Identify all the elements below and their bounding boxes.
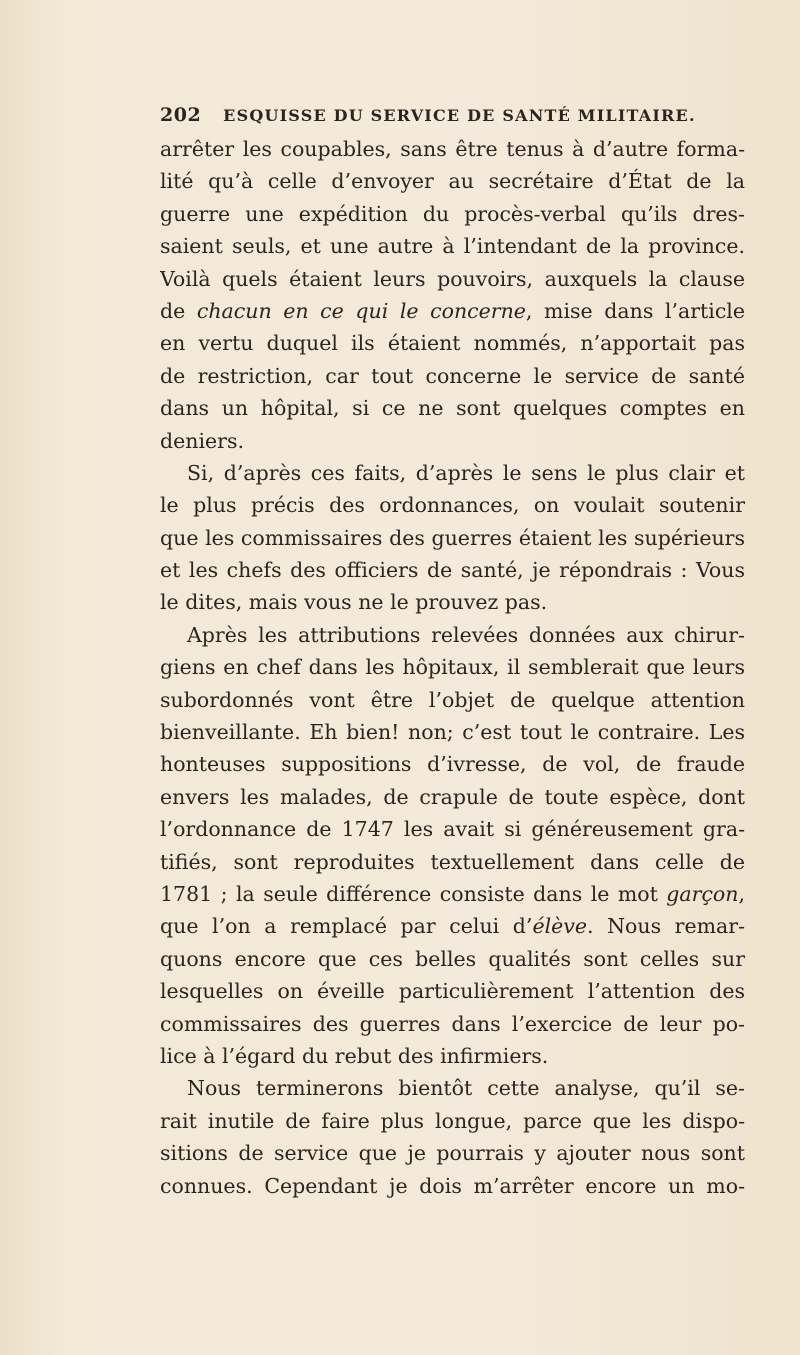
text-line	[160, 522, 745, 554]
line-text-roman: . Nous remar-	[586, 914, 745, 939]
page-number: 202	[160, 104, 202, 126]
text-line	[160, 651, 745, 683]
line-text: giens en chef dans les hôpitaux, il semblerait que leurs	[160, 655, 745, 680]
text-line	[160, 489, 745, 521]
line-text: le plus précis des ordonnances, on voulait soutenir	[160, 493, 745, 518]
text-line	[160, 457, 745, 489]
line-text: arrêter les coupables, sans être tenus à d’autre forma-	[160, 137, 745, 161]
line-text-italic: élève	[532, 914, 587, 939]
line-text: envers les malades, de crapule de toute espèce, dont	[160, 784, 745, 809]
text-line	[160, 554, 745, 586]
line-text: rait inutile de faire plus longue, parce que les dispo-	[160, 1108, 745, 1133]
text-line	[160, 619, 745, 651]
line-text: dans un hôpital, si ce ne sont quelques comptes en	[160, 396, 745, 421]
line-text-roman: 1781 ; la seule différence consiste dans le mot	[160, 881, 667, 906]
text-line	[160, 813, 745, 845]
text-line	[160, 910, 745, 942]
text-line	[160, 165, 745, 197]
line-text: saient seuls, et une autre à l’intendant de la province.	[160, 234, 745, 259]
text-line	[160, 684, 745, 716]
line-text: commissaires des guerres dans l’exercice de leur po-	[160, 1011, 745, 1036]
line-text: lité qu’à celle d’envoyer au secrétaire d’État de la	[160, 169, 745, 194]
line-text-italic: chacun en ce qui le concerne	[196, 298, 526, 323]
text-line	[160, 263, 745, 295]
text-line	[160, 1137, 745, 1169]
running-title: ESQUISSE DU SERVICE DE SANTÉ MILITAIRE.	[223, 106, 696, 125]
text-line	[160, 943, 745, 975]
line-text: Nous terminerons bientôt cette analyse, qu’il se-	[187, 1076, 745, 1101]
text-line	[160, 295, 745, 327]
line-text: quons encore que ces belles qualités sont celles sur	[160, 946, 745, 971]
line-text: Voilà quels étaient leurs pouvoirs, auxquels la clause	[160, 266, 745, 291]
line-text-roman: de	[160, 298, 197, 323]
text-line	[160, 878, 745, 910]
text-line	[160, 360, 745, 392]
text-line	[160, 1105, 745, 1137]
text-line	[160, 425, 745, 457]
text-line	[160, 1008, 745, 1040]
line-text: le dites, mais vous ne le prouvez pas.	[160, 590, 548, 615]
text-line	[160, 198, 745, 230]
text-line	[160, 133, 745, 165]
text-line	[160, 586, 745, 618]
line-text: deniers.	[160, 428, 244, 453]
line-text: subordonnés vont être l’objet de quelque attention	[160, 687, 745, 712]
line-text: Si, d’après ces faits, d’après le sens le plus clair et	[187, 460, 745, 485]
line-text: en vertu duquel ils étaient nommés, n’apportait pas	[160, 331, 745, 356]
line-text: connues. Cependant je dois m’arrêter encore un mo-	[160, 1173, 745, 1198]
line-text: et les chefs des officiers de santé, je répondrais : Vous	[160, 558, 745, 583]
line-text: l’ordonnance de 1747 les avait si généreusement gra-	[160, 817, 745, 842]
text-line	[160, 327, 745, 359]
text-line	[160, 748, 745, 780]
line-text: bienveillante. Eh bien! non; c’est tout le contraire. Les	[160, 720, 745, 745]
text-line	[160, 846, 745, 878]
line-text: honteuses suppositions d’ivresse, de vol, de fraude	[160, 752, 745, 777]
text-line	[160, 1040, 745, 1072]
line-text: lice à l’égard du rebut des infirmiers.	[160, 1043, 549, 1068]
body-text	[160, 133, 745, 1202]
line-text-italic: garçon	[666, 881, 739, 906]
text-line	[160, 781, 745, 813]
line-text: tifiés, sont reproduites textuellement dans celle de	[160, 849, 745, 874]
line-text-roman: ,	[738, 881, 745, 906]
text-line	[160, 975, 745, 1007]
line-text: sitions de service que je pourrais y ajouter nous sont	[160, 1141, 745, 1166]
line-text: lesquelles on éveille particulièrement l’attention des	[160, 979, 745, 1004]
line-text: guerre une expédition du procès-verbal qu’ils dres-	[160, 201, 745, 226]
line-text-roman: , mise dans l’article	[525, 298, 745, 323]
text-line	[160, 392, 745, 424]
text-line	[160, 716, 745, 748]
text-line	[160, 230, 745, 262]
text-line	[160, 1170, 745, 1202]
line-text: de restriction, car tout concerne le service de santé	[160, 363, 745, 388]
line-text: que les commissaires des guerres étaient les supérieurs	[160, 525, 745, 550]
text-line	[160, 1072, 745, 1104]
line-text: Après les attributions relevées données aux chirur-	[187, 622, 745, 647]
line-text-roman: que l’on a remplacé par celui d’	[160, 914, 533, 939]
